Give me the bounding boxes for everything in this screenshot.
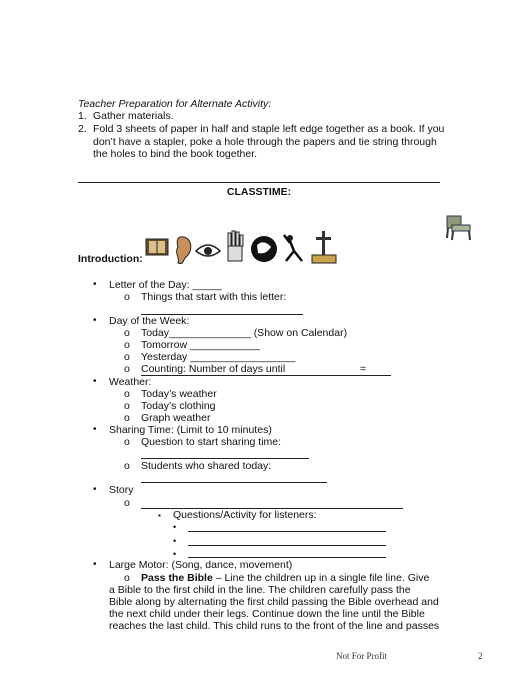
page-number: 2 — [478, 651, 483, 661]
divider — [78, 182, 440, 183]
bullet: • — [93, 315, 97, 326]
footer-not-for-profit: Not For Profit — [336, 651, 388, 661]
bullet: • — [93, 559, 97, 570]
sub-marker: o — [124, 388, 130, 400]
answer-line — [188, 545, 386, 546]
sub-marker: o — [124, 363, 130, 375]
listeners-label: Questions/Activity for listeners: — [173, 509, 317, 521]
bullet: • — [93, 279, 97, 290]
weather-today: Today’s weather — [141, 388, 217, 400]
eye-icon — [196, 245, 220, 256]
prep-title: Teacher Preparation for Alternate Activity: — [78, 98, 272, 110]
story-label: Story — [109, 484, 134, 496]
weather-clothing: Today’s clothing — [141, 400, 216, 412]
sub-marker: o — [124, 572, 130, 584]
sub-marker: o — [124, 400, 130, 412]
answer-line — [141, 458, 309, 459]
activity-text-line: a Bible to the first child in the line. The children carefully pass the — [109, 584, 411, 596]
weather-label: Weather: — [109, 376, 152, 388]
prep-item-text: Fold 3 sheets of paper in half and staple left edge together as a book. If you don’t have a stapler, poke a hole through the papers and tie string through the holes to bind the book together. — [93, 123, 445, 160]
sub-marker: o — [124, 412, 130, 424]
activity-lead: – Line the children up in a single file line. Give — [212, 572, 430, 584]
sharing-question: Question to start sharing time: — [141, 436, 282, 448]
bullet: • — [173, 536, 177, 546]
prep-item-number: 2. — [78, 123, 87, 135]
chair-icon — [444, 213, 474, 241]
bullet: • — [93, 484, 97, 495]
letter-things-label: Things that start with this letter: — [141, 291, 287, 303]
square-bullet: ▪ — [158, 511, 161, 520]
sub-marker: o — [124, 436, 130, 448]
pass-the-bible-activity — [141, 572, 451, 585]
tomorrow-line: Tomorrow ____________ — [141, 339, 261, 351]
letter-of-day-label: Letter of the Day: _____ — [109, 279, 222, 291]
students-shared: Students who shared today: — [141, 460, 272, 472]
day-of-week-label: Day of the Week: — [109, 315, 190, 327]
bullet: • — [93, 424, 97, 435]
activity-text-line: Bible along by alternating the first child passing the Bible overhead and — [109, 596, 439, 608]
yesterday-line: Yesterday __________________ — [141, 351, 296, 363]
activity-title: Pass the Bible — [141, 572, 213, 584]
sub-marker: o — [124, 339, 130, 351]
answer-line — [141, 375, 391, 376]
bullet: • — [93, 376, 97, 387]
answer-line — [188, 557, 386, 558]
introduction-label: Introduction: — [78, 253, 143, 265]
activity-text-line: reaches the last child. This child runs to the front of the line and passes — [109, 620, 440, 632]
sub-marker: o — [124, 327, 130, 339]
answer-line — [141, 482, 327, 483]
answer-line — [188, 531, 386, 532]
cross-book-icon — [312, 231, 336, 263]
sub-marker: o — [124, 291, 130, 303]
large-motor-label: Large Motor: (Song, dance, movement) — [109, 559, 293, 571]
counting-label: Counting: Number of days until — [141, 363, 286, 375]
bullet: • — [173, 522, 177, 532]
prep-item-number: 1. — [78, 110, 87, 122]
senses-icon-row — [144, 229, 344, 269]
sub-marker: o — [124, 460, 130, 472]
prep-item-text: Gather materials. — [93, 110, 174, 122]
weather-graph: Graph weather — [141, 412, 211, 424]
bullet: • — [173, 549, 177, 559]
bible-icon — [146, 239, 168, 255]
sub-marker: o — [124, 351, 130, 363]
hand-icon — [228, 231, 243, 261]
sub-marker: o — [124, 497, 130, 509]
activity-text-line: the next child under their legs. Continue down the line until the Bible — [109, 608, 425, 620]
counting-equals: = — [360, 363, 367, 375]
ear-icon — [177, 237, 191, 264]
person-stretch-icon — [284, 235, 302, 261]
classtime-heading: CLASSTIME: — [226, 186, 292, 198]
sharing-time-label: Sharing Time: (Limit to 10 minutes) — [109, 424, 272, 436]
heart-globe-icon — [251, 236, 277, 262]
today-line: Today______________ (Show on Calendar) — [141, 327, 348, 339]
